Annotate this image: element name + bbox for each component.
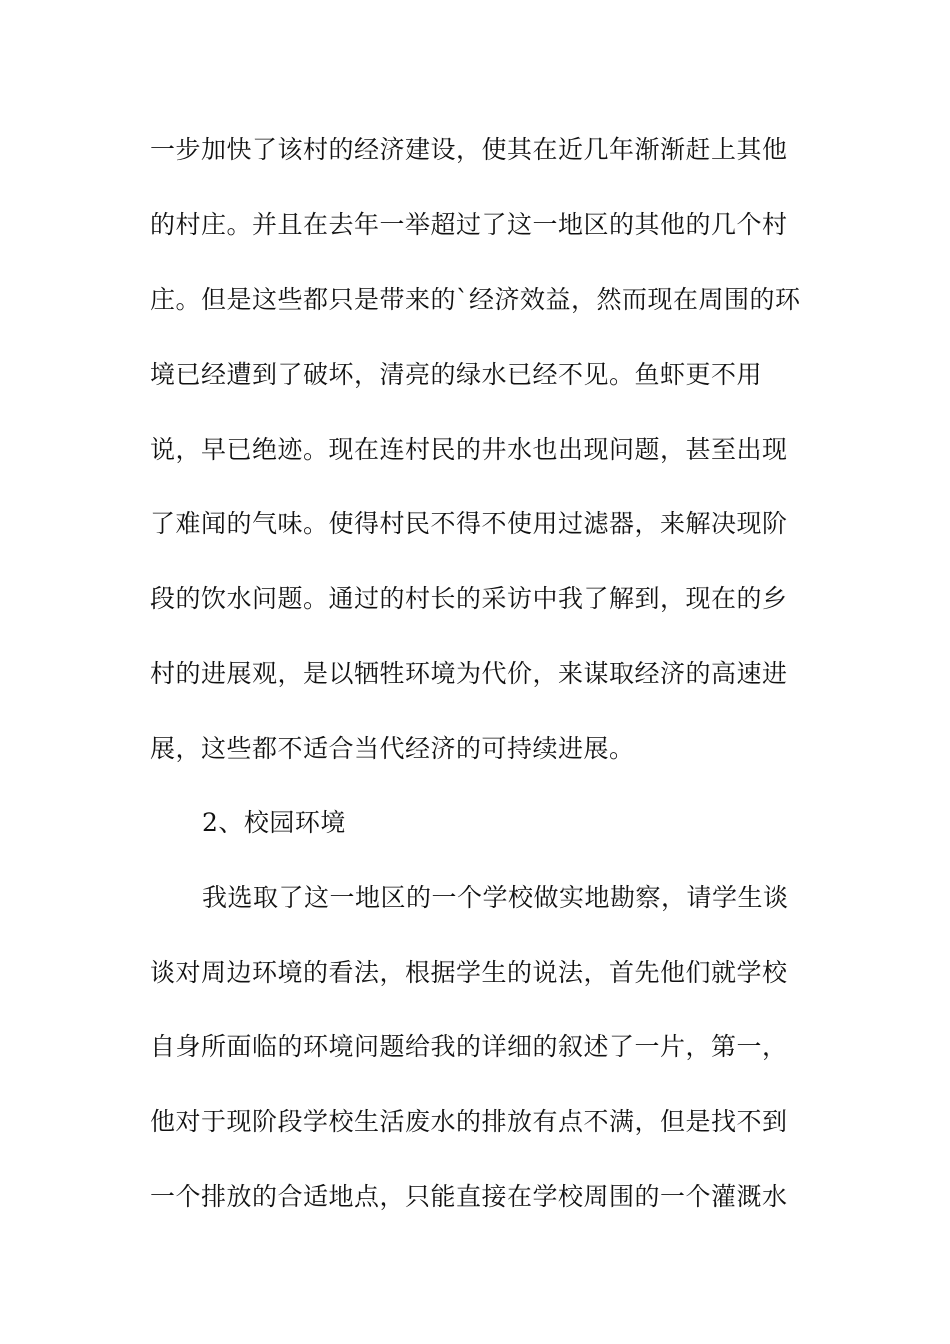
text-line: 说，早已绝迹。现在连村民的井水也出现问题，甚至出现 [150,435,788,464]
text-line: 他对于现阶段学校生活废水的排放有点不满，但是找不到 [150,1107,788,1136]
text-line: 一步加快了该村的经济建设，使其在近几年渐渐赶上其他 [150,135,788,164]
text-line: 自身所面临的环境问题给我的详细的叙述了一片，第一， [150,1032,788,1061]
text-line: 段的饮水问题。通过的村长的采访中我了解到，现在的乡 [150,584,788,613]
text-line: 一个排放的合适地点，只能直接在学校周围的一个灌溉水 [150,1182,788,1211]
text-line: 境已经遭到了破坏，清亮的绿水已经不见。鱼虾更不用 [150,360,763,389]
text-line: 庄。但是这些都只是带来的`经济效益，然而现在周围的环 [150,285,801,314]
text-line: 了难闻的气味。使得村民不得不使用过滤器，来解决现阶 [150,509,788,538]
section-heading: 2、校园环境 [202,808,346,837]
text-line: 村的进展观，是以牺牲环境为代价，来谋取经济的高速进 [150,659,788,688]
text-line: 我选取了这一地区的一个学校做实地勘察，请学生谈 [202,883,789,912]
text-line: 展，这些都不适合当代经济的可持续进展。 [150,734,635,763]
text-line: 的村庄。并且在去年一举超过了这一地区的其他的几个村 [150,210,788,239]
text-line: 谈对周边环境的看法，根据学生的说法，首先他们就学校 [150,958,788,987]
